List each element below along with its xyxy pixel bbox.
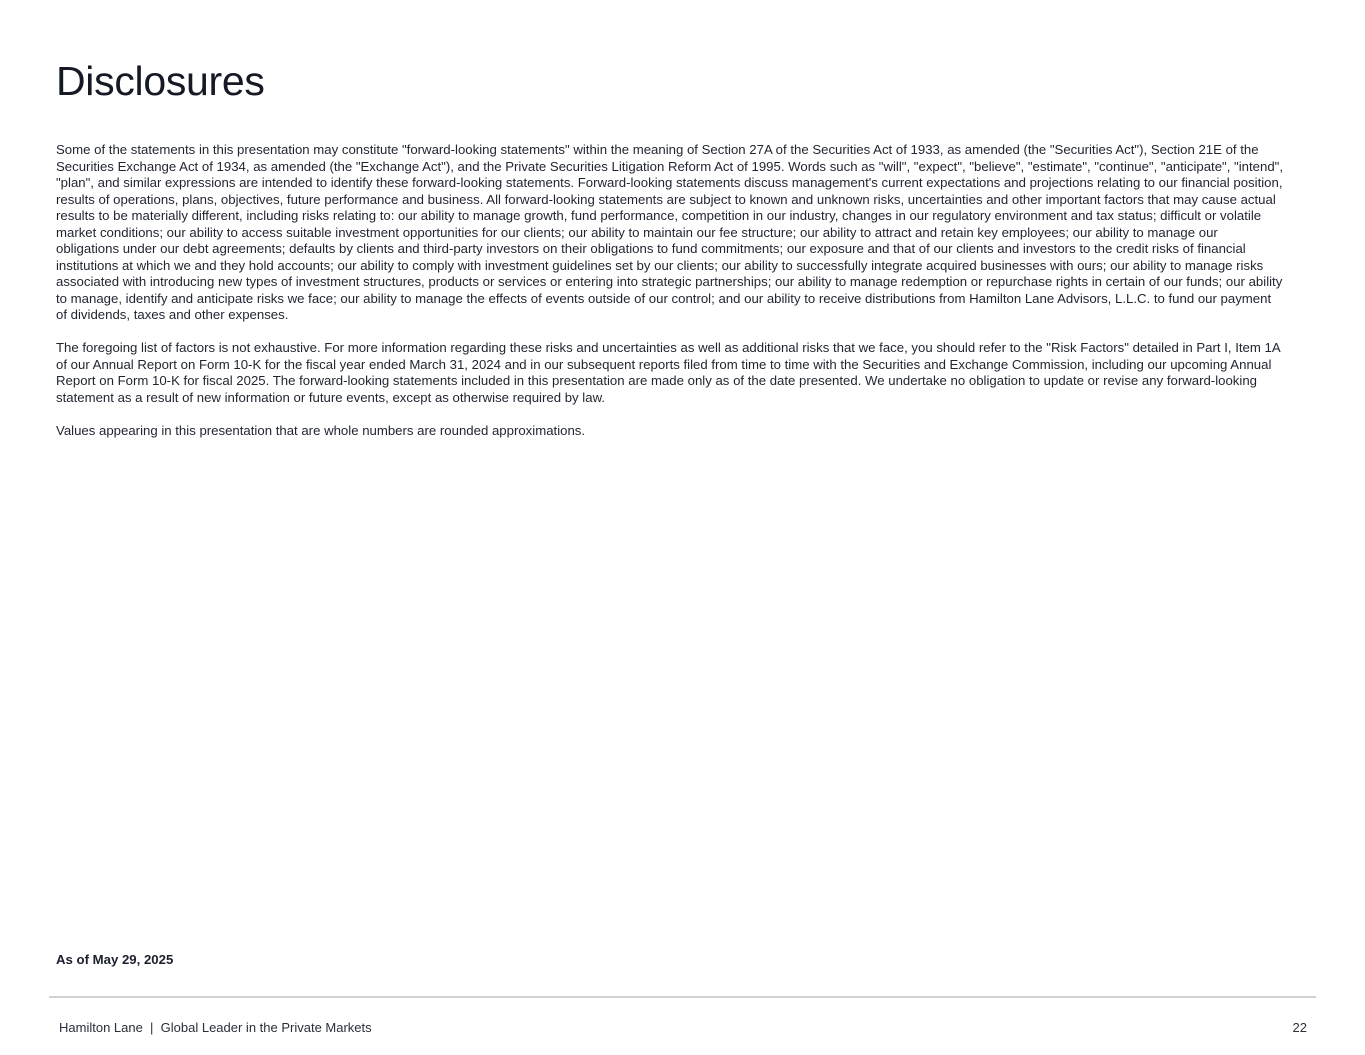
page-title: Disclosures <box>56 58 265 104</box>
as-of-date: As of May 29, 2025 <box>56 952 174 967</box>
footer-divider <box>49 996 1316 998</box>
disclosure-paragraph-risk-factors: The foregoing list of factors is not exhaustive. For more information regarding these risks and uncertainties as well as additional risks that we face, you should refer to the "Risk Factors" detailed in Part I, Item 1A of our Annual Report on Form 10-K for the fiscal year ended March 31, 2024 and in our subsequent reports filed from time to time with the Securities and Exchange Commission, including our upcoming Annual Report on Form 10-K for fiscal 2025. The forward-looking statements included in this presentation are made only as of the date presented. We undertake no obligation to update or revise any forward-looking statement as a result of new information or future events, except as otherwise required by law. <box>56 340 1280 405</box>
disclosure-body <box>56 142 1284 456</box>
disclosure-paragraph-rounding: Values appearing in this presentation that are whole numbers are rounded approximations. <box>56 422 586 438</box>
disclosure-paragraph-forward-looking: Some of the statements in this presentation may constitute "forward-looking statements" within the meaning of Section 27A of the Securities Act of 1933, as amended (the "Securities Act"), Section 21E of the Securities Exchange Act of 1934, as amended (the "Exchange Act"), and the Private Securities Litigation Reform Act of 1995. Words such as "will", "expect", "believe", "estimate", "continue", "anticipate", "intend", "plan", and similar expressions are intended to identify these forward-looking statements. Forward-looking statements discuss management's current expectations and projections relating to our financial position, results of operations, plans, objectives, future performance and business. All forward-looking statements are subject to known and unknown risks, uncertainties and other important factors that may cause actual results to be materially different, including risks relating to: our ability to manage growth, fund performance, competition in our industry, changes in our regulatory environment and tax status; difficult or volatile market conditions; our ability to access suitable investment opportunities for our clients; our ability to maintain our fee structure; our ability to attract and retain key employees; our ability to manage our obligations under our debt agreements; defaults by clients and third-party investors on their obligations to fund commitments; our exposure and that of our clients and investors to the credit risks of financial institutions at which we and they hold accounts; our ability to comply with investment guidelines set by our clients; our ability to successfully integrate acquired businesses with ours; our ability to manage risks associated with introducing new types of investment structures, products or services or entering into strategic partnerships; our ability to manage redemption or repurchase rights in certain of our funds; our ability to manage, identify and anticipate risks we face; our ability to manage the effects of events outside of our control; and our ability to receive distributions from Hamilton Lane Advisors, L.L.C. to fund our payment of dividends, taxes and other expenses. <box>56 142 1284 322</box>
footer-tagline: Hamilton Lane | Global Leader in the Private Markets <box>59 1020 372 1035</box>
page-number: 22 <box>1292 1020 1307 1035</box>
